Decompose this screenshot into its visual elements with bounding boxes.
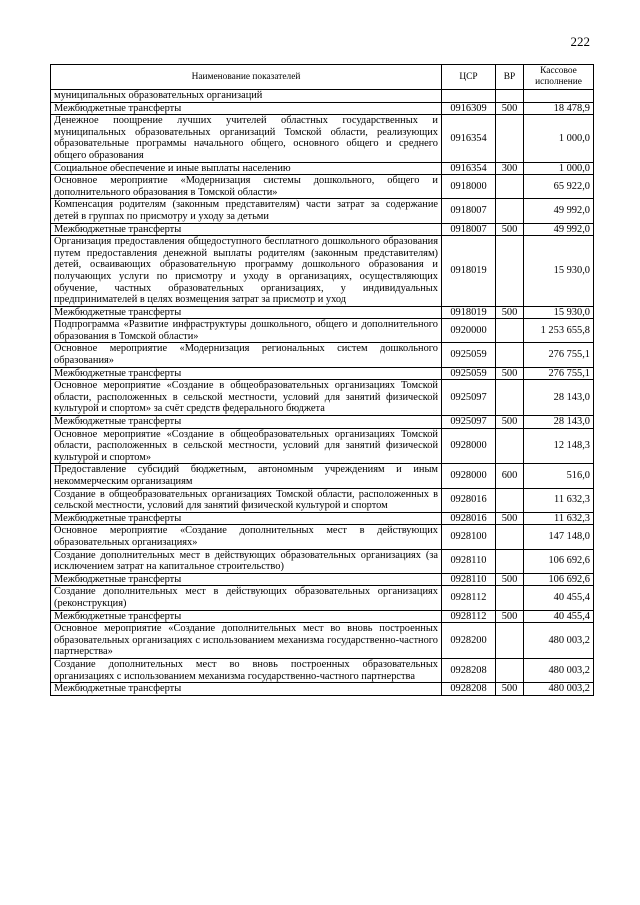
table-row <box>51 223 594 236</box>
cell-name: Социальное обеспечение и иные выплаты населению <box>51 162 442 175</box>
cell-code: 0925059 <box>442 367 496 380</box>
cell-vr <box>496 549 524 573</box>
table-row <box>51 416 594 429</box>
cell-code: 0928208 <box>442 683 496 696</box>
cell-vr: 500 <box>496 683 524 696</box>
cell-vr: 500 <box>496 573 524 586</box>
cell-code: 0928200 <box>442 623 496 659</box>
cell-vr <box>496 586 524 610</box>
cell-amount: 276 755,1 <box>524 343 594 367</box>
header-amount: Кассовое исполнение <box>524 65 594 90</box>
cell-name: Основное мероприятие «Создание дополнительных мест в действующих образовательных организациях» <box>51 525 442 549</box>
table-row <box>51 236 594 307</box>
cell-name: Предоставление субсидий бюджетным, автономным учреждениям и иным некоммерческим организациям <box>51 464 442 488</box>
table-row <box>51 623 594 659</box>
cell-vr <box>496 115 524 162</box>
cell-amount: 49 992,0 <box>524 199 594 223</box>
table-row <box>51 199 594 223</box>
cell-amount: 106 692,6 <box>524 573 594 586</box>
cell-code: 0918019 <box>442 306 496 319</box>
cell-amount: 480 003,2 <box>524 623 594 659</box>
table-row <box>51 549 594 573</box>
cell-vr: 500 <box>496 223 524 236</box>
cell-vr <box>496 525 524 549</box>
cell-name: Межбюджетные трансферты <box>51 610 442 623</box>
cell-vr: 300 <box>496 162 524 175</box>
cell-amount: 147 148,0 <box>524 525 594 549</box>
cell-name: Создание дополнительных мест в действующих образовательных организациях (реконструкция) <box>51 586 442 610</box>
cell-amount: 40 455,4 <box>524 610 594 623</box>
cell-vr: 500 <box>496 306 524 319</box>
cell-code <box>442 90 496 103</box>
cell-amount: 480 003,2 <box>524 658 594 682</box>
cell-name: Основное мероприятие «Создание в общеобразовательных организациях Томской области, расположенных в сельской местности, условий для занятий физической культурой и спортом» <box>51 428 442 464</box>
cell-code: 0928000 <box>442 428 496 464</box>
table-row <box>51 367 594 380</box>
cell-vr <box>496 343 524 367</box>
table-row <box>51 683 594 696</box>
cell-code: 0925059 <box>442 343 496 367</box>
cell-amount: 12 148,3 <box>524 428 594 464</box>
cell-vr: 500 <box>496 416 524 429</box>
cell-name: Создание дополнительных мест во вновь построенных образовательных организациях с использованием механизма государственно-частного партнерства <box>51 658 442 682</box>
table-header-row <box>51 65 594 90</box>
table-row <box>51 573 594 586</box>
header-vr: ВР <box>496 65 524 90</box>
cell-name: Основное мероприятие «Создание дополнительных мест во вновь построенных образовательных организациях с использованием механизма государственно-частного партнерства» <box>51 623 442 659</box>
cell-code: 0928016 <box>442 512 496 525</box>
cell-amount: 18 478,9 <box>524 102 594 115</box>
table-row <box>51 306 594 319</box>
cell-vr <box>496 199 524 223</box>
table-row <box>51 175 594 199</box>
cell-amount: 1 000,0 <box>524 162 594 175</box>
cell-vr: 500 <box>496 610 524 623</box>
table-row <box>51 162 594 175</box>
cell-vr <box>496 175 524 199</box>
table-row <box>51 115 594 162</box>
cell-amount: 65 922,0 <box>524 175 594 199</box>
cell-code: 0928208 <box>442 658 496 682</box>
page-number: 222 <box>570 34 590 49</box>
cell-amount: 15 930,0 <box>524 236 594 307</box>
header-name: Наименование показателей <box>51 65 442 90</box>
cell-name: Основное мероприятие «Модернизация региональных систем дошкольного образования» <box>51 343 442 367</box>
cell-amount: 40 455,4 <box>524 586 594 610</box>
cell-name: Создание дополнительных мест в действующих образовательных организациях (за исключением затрат на капитальное строительство) <box>51 549 442 573</box>
cell-vr: 500 <box>496 367 524 380</box>
cell-vr: 600 <box>496 464 524 488</box>
cell-code: 0925097 <box>442 380 496 416</box>
cell-name: Подпрограмма «Развитие инфраструктуры дошкольного, общего и дополнительного образования в Томской области» <box>51 319 442 343</box>
cell-name: Основное мероприятие «Создание в общеобразовательных организациях Томской области, расположенных в сельской местности, условий для занятий физической культурой и спортом» за счёт средств федерального бюджета <box>51 380 442 416</box>
table-row <box>51 464 594 488</box>
cell-code: 0928100 <box>442 525 496 549</box>
table-row <box>51 610 594 623</box>
table-row <box>51 658 594 682</box>
cell-code: 0928110 <box>442 573 496 586</box>
cell-amount: 516,0 <box>524 464 594 488</box>
cell-code: 0928000 <box>442 464 496 488</box>
cell-code: 0928112 <box>442 610 496 623</box>
cell-name: Межбюджетные трансферты <box>51 223 442 236</box>
cell-name: Межбюджетные трансферты <box>51 306 442 319</box>
table-row <box>51 525 594 549</box>
cell-amount: 49 992,0 <box>524 223 594 236</box>
cell-vr <box>496 380 524 416</box>
cell-vr <box>496 488 524 512</box>
cell-amount: 1 253 655,8 <box>524 319 594 343</box>
cell-amount <box>524 90 594 103</box>
cell-code: 0925097 <box>442 416 496 429</box>
cell-name: Компенсация родителям (законным представителям) части затрат за содержание детей в группах по присмотру и уходу за детьми <box>51 199 442 223</box>
cell-name: Межбюджетные трансферты <box>51 683 442 696</box>
cell-vr <box>496 319 524 343</box>
cell-code: 0920000 <box>442 319 496 343</box>
cell-amount: 276 755,1 <box>524 367 594 380</box>
table-row <box>51 428 594 464</box>
table-row <box>51 488 594 512</box>
cell-name: Межбюджетные трансферты <box>51 512 442 525</box>
table-row <box>51 102 594 115</box>
cell-vr: 500 <box>496 102 524 115</box>
cell-amount: 480 003,2 <box>524 683 594 696</box>
cell-code: 0918007 <box>442 199 496 223</box>
cell-name: Создание в общеобразовательных организациях Томской области, расположенных в сельской местности, условий для занятий физической культурой и спортом <box>51 488 442 512</box>
budget-execution-table <box>50 64 594 696</box>
cell-amount: 106 692,6 <box>524 549 594 573</box>
cell-amount: 11 632,3 <box>524 488 594 512</box>
cell-code: 0918000 <box>442 175 496 199</box>
cell-name: Денежное поощрение лучших учителей областных государственных и муниципальных образовательных организаций Томской области, реализующих образовательные программы начального общего, основного общего и среднего общего образования <box>51 115 442 162</box>
table-row <box>51 343 594 367</box>
cell-amount: 11 632,3 <box>524 512 594 525</box>
table-body <box>51 90 594 696</box>
cell-vr: 500 <box>496 512 524 525</box>
cell-vr <box>496 428 524 464</box>
cell-amount: 28 143,0 <box>524 380 594 416</box>
cell-name: Межбюджетные трансферты <box>51 416 442 429</box>
table-row <box>51 319 594 343</box>
cell-code: 0928112 <box>442 586 496 610</box>
cell-vr <box>496 623 524 659</box>
cell-amount: 15 930,0 <box>524 306 594 319</box>
cell-code: 0918019 <box>442 236 496 307</box>
cell-amount: 1 000,0 <box>524 115 594 162</box>
cell-name: Межбюджетные трансферты <box>51 573 442 586</box>
cell-name: муниципальных образовательных организаций <box>51 90 442 103</box>
table-row <box>51 512 594 525</box>
table-row <box>51 586 594 610</box>
cell-amount: 28 143,0 <box>524 416 594 429</box>
cell-code: 0916354 <box>442 162 496 175</box>
cell-code: 0928016 <box>442 488 496 512</box>
table-row <box>51 380 594 416</box>
cell-name: Межбюджетные трансферты <box>51 102 442 115</box>
cell-code: 0916354 <box>442 115 496 162</box>
cell-code: 0918007 <box>442 223 496 236</box>
table-row <box>51 90 594 103</box>
cell-code: 0916309 <box>442 102 496 115</box>
header-code: ЦСР <box>442 65 496 90</box>
cell-vr <box>496 236 524 307</box>
cell-name: Основное мероприятие «Модернизация системы дошкольного, общего и дополнительного образования в Томской области» <box>51 175 442 199</box>
cell-vr <box>496 90 524 103</box>
cell-name: Межбюджетные трансферты <box>51 367 442 380</box>
cell-vr <box>496 658 524 682</box>
cell-name: Организация предоставления общедоступного бесплатного дошкольного образования путем предоставления денежной выплаты родителям (законным представителям) детей, осваивающих образовательную программу дошкольного образования и получающих услуги по присмотру и уходу в организациях, осуществляющих обучение, частных образовательных организациях, у индивидуальных предпринимателей в целях возмещения затрат за присмотр и уход <box>51 236 442 307</box>
cell-code: 0928110 <box>442 549 496 573</box>
